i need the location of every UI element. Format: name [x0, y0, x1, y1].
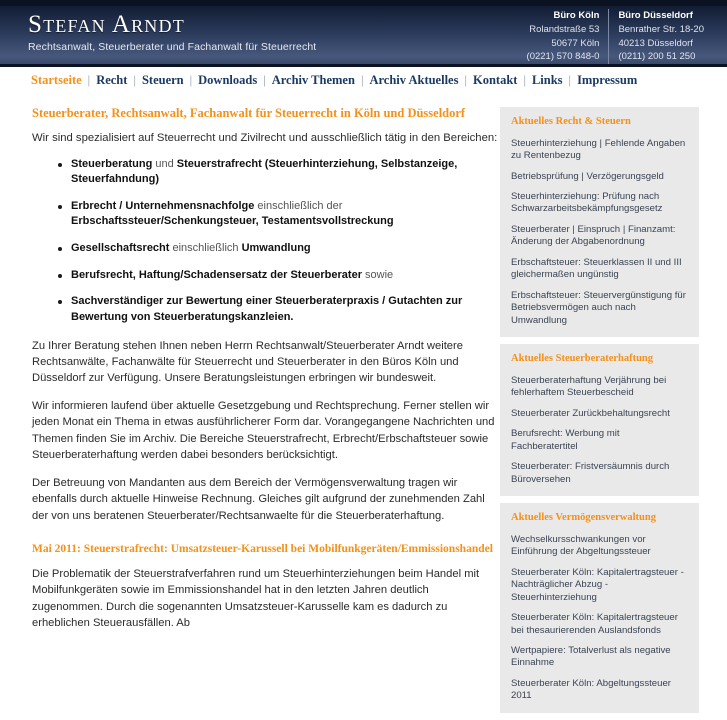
nav-item-downloads[interactable]: Downloads: [198, 72, 258, 87]
service-text: und: [152, 157, 177, 170]
body-paragraph: Zu Ihrer Beratung stehen Ihnen neben Herrn Rechtsanwalt/Steuerberater Arndt weitere Rechtsanwälte, Fachanwälte für Steuerrecht und Steuerberater in den Büros Köln und Düsseldorf zur Verfügung. Unsere Beratungsleistungen erbringen wir bundesweit.: [32, 339, 463, 385]
sidebar-link[interactable]: Wechselkursschwankungen vor Einführung der Abgeltungssteuer: [511, 533, 651, 558]
nav-separator: |: [133, 72, 136, 87]
intro-paragraph: Wir sind spezialisiert auf Steuerrecht und Zivilrecht und ausschließlich tätig in den Bereichen:: [32, 132, 498, 145]
sidebar-link[interactable]: Steuerberater Köln: Kapitalertragsteuer - Nachträglicher Abzug - Steuerhinterziehung: [511, 566, 684, 603]
sidebar-link[interactable]: Wertpapiere: Totalverlust als negative Einnahme: [511, 644, 671, 669]
office-line1: Benrather Str. 18-20: [618, 24, 704, 36]
news-headline[interactable]: Mai 2011: Steuerstrafrecht: Umsatzsteuer-Karussell bei Mobilfunkgeräten/Emmissionshandel: [32, 543, 493, 556]
office-block: [608, 9, 713, 64]
sidebar-link[interactable]: Erbschaftsteuer: Steuervergünstigung für Betriebsvermögen auch nach Umwandlung: [511, 289, 686, 326]
sidebar-link[interactable]: Betriebsprüfung | Verzögerungsgeld: [511, 170, 664, 182]
nav-separator: |: [523, 72, 526, 87]
services-list: [28, 157, 500, 326]
service-list-item: [58, 157, 500, 188]
office-title: Büro Düsseldorf: [618, 10, 693, 21]
sidebar-section-heading: Aktuelles Recht & Steuern: [511, 116, 631, 127]
service-term: Erbrecht / Unternehmensnachfolge: [71, 199, 255, 212]
sidebar-link[interactable]: Steuerhinterziehung | Fehlende Angaben zu Rentenbezug: [511, 137, 686, 162]
service-list-item: [58, 199, 500, 230]
sidebar-section-heading: Aktuelles Steuerberaterhaftung: [511, 353, 654, 365]
office-line2: 50677 Köln: [551, 37, 600, 49]
nav-item-recht[interactable]: Recht: [96, 72, 128, 87]
body-paragraph: Der Betreuung von Mandanten aus dem Bereich der Vermögensverwaltung tragen wir ebenfalls durch aktuelle Hinweise Rechnung. Gleiches gilt aufgrund der zunehmenden Zahl der von uns beratenen Steuerberater/Rechtsanwaelte für die Steuerberaterhaftung.: [32, 476, 485, 522]
service-term: Gesellschaftsrecht: [71, 242, 170, 255]
nav-item-impressum[interactable]: Impressum: [577, 72, 638, 87]
service-term: Erbschaftssteuer/Schenkungsteuer, Testamentsvollstreckung: [71, 215, 394, 228]
nav-item-archiv-aktuelles[interactable]: Archiv Aktuelles: [369, 72, 459, 87]
main-content: [0, 93, 500, 643]
service-text: einschließlich: [169, 242, 242, 255]
office-contact-list: [518, 9, 713, 64]
service-text: einschließlich der: [254, 199, 343, 212]
service-text: sowie: [361, 268, 394, 281]
office-block: [518, 9, 609, 64]
sidebar-link[interactable]: Berufsrecht: Werbung mit Fachberatertitel: [511, 428, 620, 452]
brand-subtitle: Rechtsanwalt, Steuerberater und Fachanwalt für Steuerrecht: [28, 41, 317, 54]
nav-separator: |: [360, 72, 364, 87]
service-term: Sachverständiger zur Bewertung einer Steuerberaterpraxis / Gutachten zur Bewertung von Steuerberatungskanzleien.: [71, 295, 463, 323]
sidebar-link[interactable]: Steuerberater: Fristversäumnis durch Büroversehen: [511, 461, 670, 485]
office-line2: 40213 Düsseldorf: [618, 37, 693, 49]
service-term: Berufsrecht, Haftung/Schadensersatz der Steuerberater: [71, 268, 362, 281]
sidebar-section: [500, 503, 699, 713]
site-logo[interactable]: [28, 12, 316, 53]
sidebar-link[interactable]: Erbschaftsteuer: Steuerklassen II und III gleichermaßen ungünstig: [511, 256, 682, 281]
sidebar-section-heading: Aktuelles Vermögensverwaltung: [511, 512, 656, 524]
site-header: [0, 0, 727, 67]
page-body: [0, 93, 727, 720]
sidebar-link[interactable]: Steuerberater Zurückbehaltungsrecht: [511, 407, 670, 419]
service-list-item: [58, 268, 500, 284]
sidebar-section: [500, 107, 699, 337]
nav-item-steuern[interactable]: Steuern: [141, 72, 184, 87]
nav-separator: |: [263, 72, 266, 87]
main-navigation: [0, 67, 727, 93]
service-term: Steuerberatung: [71, 157, 153, 170]
service-list-item: [58, 294, 500, 325]
news-body: Die Problematik der Steuerstrafverfahren rund um Steuerhinterziehungen beim Handel mit Mobilfunkgeräten sowie im Emmissionshandel hat in den letzten Jahren deutlich zugenommen. Durch die sogenannten Umsatzsteuer-Karusselle kam es dadurch zu erheblichen Steuerausfällen. Ab: [32, 567, 480, 630]
service-term: Umwandlung: [241, 242, 311, 255]
office-phone: (0221) 570 848-0: [526, 51, 600, 63]
sidebar-link[interactable]: Steuerberater | Einspruch | Finanzamt: Änderung der Abgabenordnung: [511, 223, 676, 248]
brand-name: Stefan Arndt: [28, 11, 185, 38]
nav-separator: |: [189, 72, 193, 87]
body-paragraphs: [28, 338, 500, 525]
sidebar-link[interactable]: Steuerberater Köln: Abgeltungssteuer 2011: [511, 677, 672, 702]
nav-item-startseite[interactable]: Startseite: [31, 72, 82, 87]
page-title: Steuerberater, Rechtsanwalt, Fachanwalt für Steuerrecht in Köln und Düsseldorf: [32, 106, 466, 120]
service-list-item: [58, 241, 500, 257]
sidebar: [500, 93, 699, 720]
service-term: Steuerstrafrecht (Steuerhinterziehung, Selbstanzeige, Steuerfahndung): [71, 157, 458, 186]
office-phone: (0211) 200 51 250: [618, 51, 696, 63]
sidebar-link[interactable]: Steuerhinterziehung: Prüfung nach Schwarzarbeitsbekämpfungsgesetz: [511, 191, 663, 215]
nav-item-kontakt[interactable]: Kontakt: [472, 72, 518, 87]
sidebar-link[interactable]: Steuerberater Köln: Kapitalertragsteuer bei thesaurierenden Auslandsfonds: [511, 612, 678, 636]
nav-item-links[interactable]: Links: [531, 72, 563, 87]
nav-separator: |: [568, 72, 572, 87]
sidebar-link[interactable]: Steuerberaterhaftung Verjährung bei fehlerhaftem Steuerbescheid: [511, 374, 667, 399]
nav-item-archiv-themen[interactable]: Archiv Themen: [271, 72, 355, 87]
office-title: Büro Köln: [553, 10, 600, 21]
office-line1: Rolandstraße 53: [529, 24, 600, 36]
nav-separator: |: [87, 72, 91, 87]
body-paragraph: Wir informieren laufend über aktuelle Gesetzgebung und Rechtsprechung. Ferner stellen wir jeden Monat ein Thema in etwas ausführlicherer Form dar. Vorangegangene Nachrichten und Themen finden Sie im Archiv. Die Bereiche Steuerstrafrecht, Erbrecht/Erbschaftsteuer sowie Steuerberaterhaftung werden dabei besonders berücksichtigt.: [32, 399, 495, 462]
sidebar-section: [500, 344, 699, 496]
nav-separator: |: [464, 72, 467, 87]
